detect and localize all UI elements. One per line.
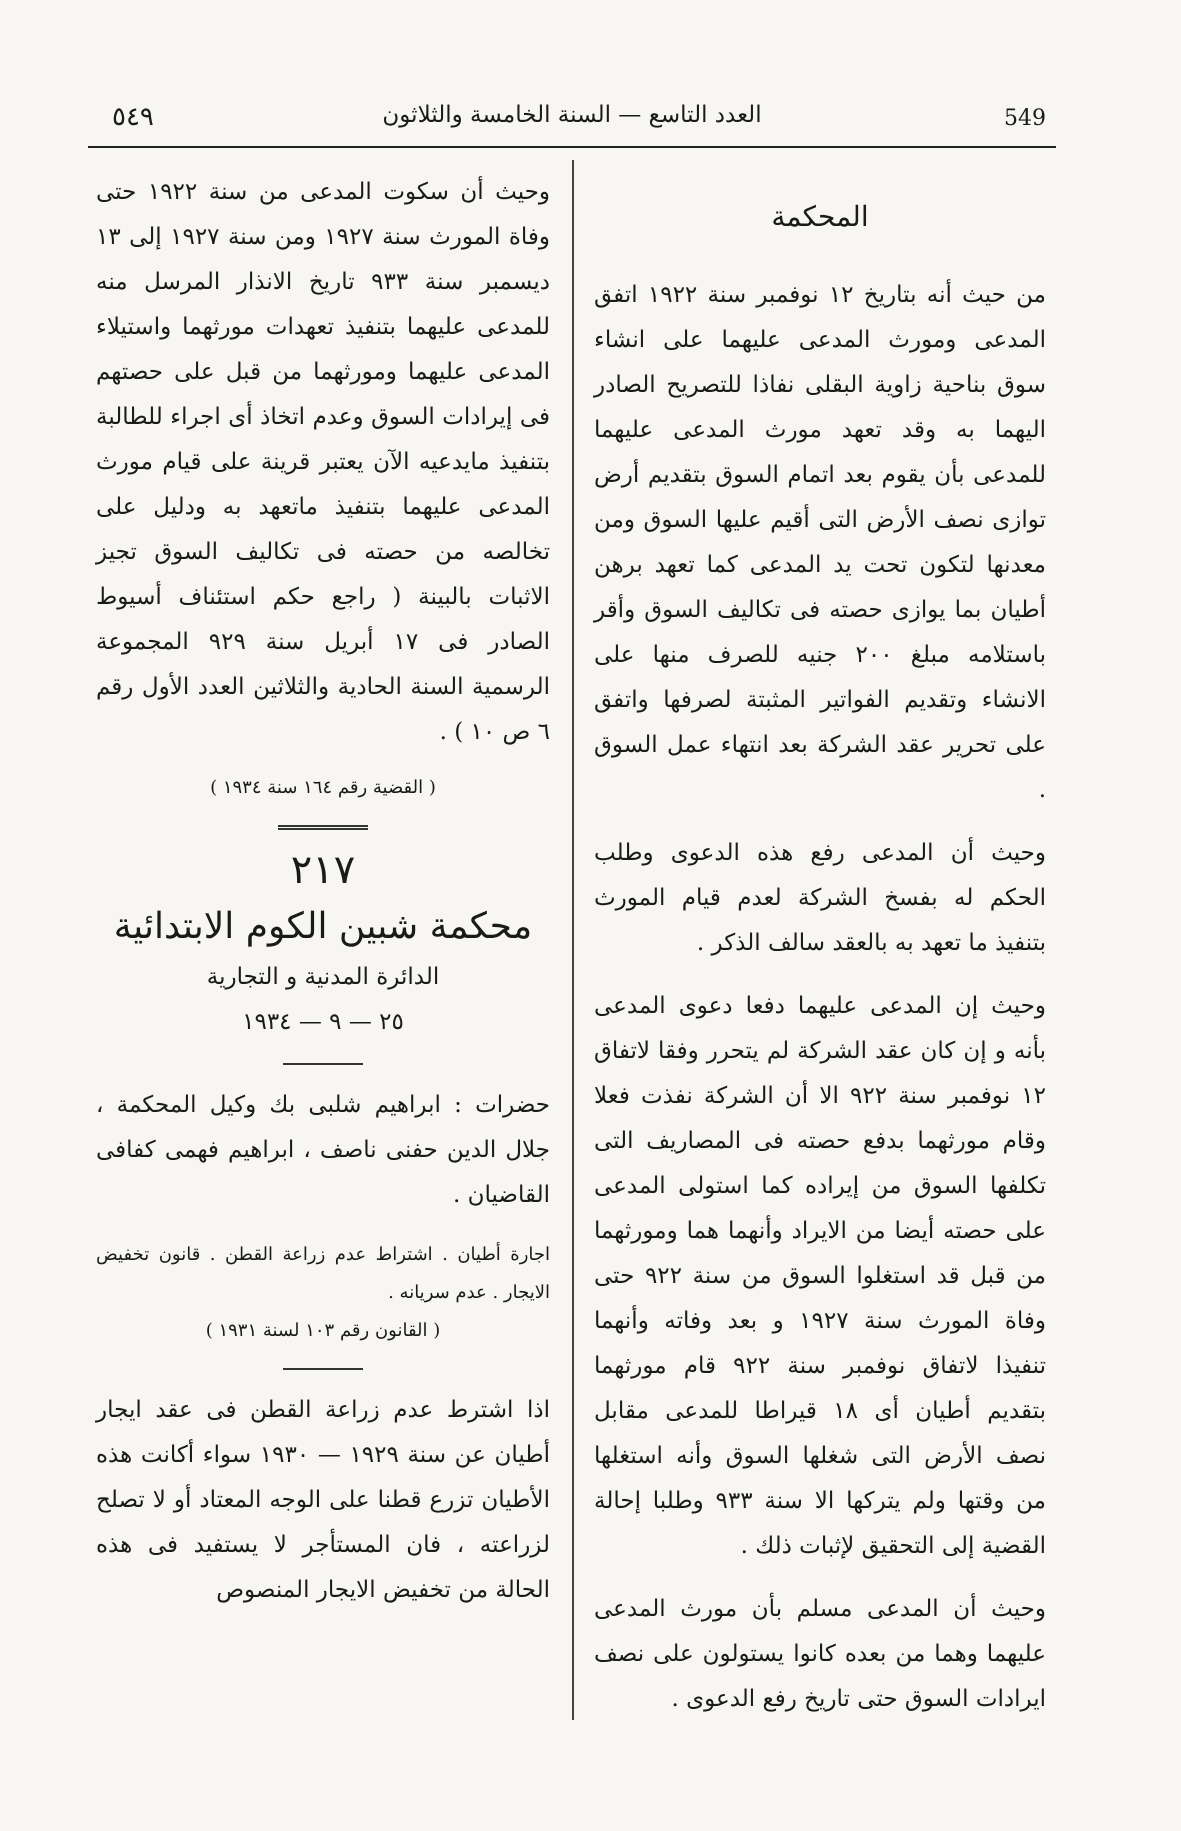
division: الدائرة المدنية و التجارية xyxy=(206,964,440,990)
page-header xyxy=(88,96,1056,148)
section-rule xyxy=(283,1368,363,1370)
case-summary: اجارة أطيان . اشتراط عدم زراعة القطن . قانون تخفيض الايجار . عدم سريانه . xyxy=(96,1244,550,1303)
paragraph: وحيث إن المدعى عليهما دفعا دعوى المدعى بأنه و إن كان عقد الشركة لم يتحرر وفقا لاتفاق ١٢ نوفمبر سنة ٩٢٢ الا أن الشركة نفذت فعلا وقام مورثهما بدفع حصته فى المصاريف التى تكلفها السوق من إيراده كما استولى المدعى على حصته أيضا من الايراد وأنهما هما ومورثهما من قبل قد استغلوا السوق من سنة ٩٢٢ حتى وفاة المورث سنة ١٩٢٧ و بعد وفاته وأنهما تنفيذا لاتفاق نوفمبر سنة ٩٢٢ قام مورثهما بتقديم أطيان أى ١٨ قيراطا للمدعى مقابل نصف الأرض التى شغلها السوق وأنه استغلها من وقتها ولم يتركها الا سنة ٩٣٣ وطلبا إحالة القضية إلى التحقيق لإثبات ذلك . xyxy=(594,993,1047,1559)
right-column xyxy=(594,190,1046,1722)
case-number: ٢١٧ xyxy=(290,847,356,893)
decision-date: ٢٥ — ٩ — ١٩٣٤ xyxy=(242,1009,404,1035)
page-number-arabic: ٥٤٩ xyxy=(112,102,154,132)
left-column xyxy=(96,170,550,1613)
column-divider xyxy=(572,160,574,1720)
ruling-text: اذا اشترط عدم زراعة القطن فى عقد ايجار أطيان عن سنة ١٩٢٩ — ١٩٣٠ سواء أكانت هذه الأطيان تزرع قطنا على الوجه المعتاد أو لا تصلح لزراعته ، فان المستأجر لا يستفيد فى هذه الحالة من تخفيض الايجار المنصوص xyxy=(96,1397,550,1603)
page-number-latin: 549 xyxy=(1004,106,1046,131)
law-reference: ( القانون رقم ١٠٣ لسنة ١٩٣١ ) xyxy=(205,1320,441,1341)
running-title: العدد التاسع — السنة الخامسة والثلاثون xyxy=(382,102,762,128)
paragraph: وحيث أن المدعى مسلم بأن مورث المدعى عليهما وهما من بعده كانوا يستولون على نصف ايرادات السوق حتى تاريخ رفع الدعوى . xyxy=(594,1596,1046,1712)
section-rule xyxy=(283,1063,363,1065)
case-reference: ( القضية رقم ١٦٤ سنة ١٩٣٤ ) xyxy=(210,777,436,798)
judges-line: حضرات : ابراهيم شلبى بك وكيل المحكمة ، جلال الدين حفنى ناصف ، ابراهيم فهمى كفافى القاضيان . xyxy=(96,1092,550,1208)
paragraph: وحيث أن سكوت المدعى من سنة ١٩٢٢ حتى وفاة المورث سنة ١٩٢٧ ومن سنة ١٩٢٧ إلى ١٣ ديسمبر سنة ٩٣٣ تاريخ الانذار المرسل منه للمدعى عليهما بتنفيذ تعهدات مورثهما واستيلاء المدعى عليهما ومورثهما من قبل على حصتهم فى إيرادات السوق وعدم اتخاذ أى اجراء للطالبة بتنفيذ مايدعيه الآن يعتبر قرينة على قيام مورث المدعى عليهما بتنفيذ ماتعهد به ودليل على تخالصه من حصته فى تكاليف السوق تجيز الاثبات بالبينة ( راجع حكم استئناف أسيوط الصادر فى ١٧ أبريل سنة ٩٢٩ المجموعة الرسمية السنة الحادية والثلاثين العدد الأول رقم ٦ ص ١٠ ) . xyxy=(96,179,550,745)
section-heading: المحكمة xyxy=(771,200,869,233)
paragraph: من حيث أنه بتاريخ ١٢ نوفمبر سنة ١٩٢٢ اتفق المدعى ومورث المدعى عليهما على انشاء سوق بناحية زاوية البقلى نفاذا للتصريح الصادر اليهما به وقد تعهد مورث المدعى عليهما للمدعى بأن يقوم بعد اتمام السوق بتقديم أرض توازى نصف الأرض التى أقيم عليها السوق ومن معدنها لتكون تحت يد المدعى كما تعهد برهن أطيان بما يوازى حصته فى تكاليف السوق وأقر باستلامه مبلغ ٢٠٠ جنيه للصرف منها على الانشاء وتقديم الفواتير المثبتة لصرفها واتفق على تحرير عقد الشركة بعد انتهاء عمل السوق . xyxy=(594,282,1047,803)
paragraph: وحيث أن المدعى رفع هذه الدعوى وطلب الحكم له بفسخ الشركة لعدم قيام المورث بتنفيذ ما تعهد به بالعقد سالف الذكر . xyxy=(594,840,1046,956)
section-rule xyxy=(278,825,368,830)
court-name: محكمة شبين الكوم الابتدائية xyxy=(113,906,533,947)
